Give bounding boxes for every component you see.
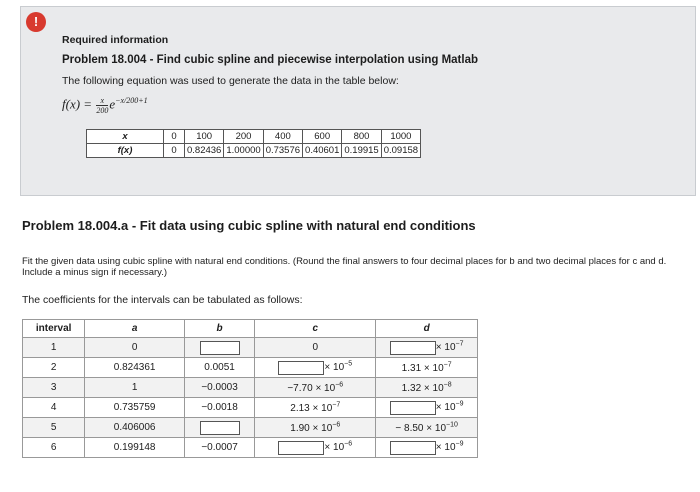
d-cell [376, 438, 478, 458]
fx-value: 0.09158 [381, 144, 420, 158]
c-cell [255, 358, 376, 378]
x-value: 1000 [381, 130, 420, 144]
d-power: × $10^{-9}$ [435, 400, 464, 414]
coef-header-row [23, 320, 478, 338]
d-cell [376, 338, 478, 358]
required-info-label: Required information [62, 34, 169, 46]
fx-row [87, 144, 421, 158]
fx-value: 0.40601 [303, 144, 342, 158]
c-cell [255, 418, 376, 438]
a-cell: 0.406006 [85, 418, 185, 438]
d-power: × $10^{-7}$ [435, 340, 464, 354]
c-value: $-7.70 \times 10^{-6}$ [287, 381, 344, 394]
x-value: 400 [263, 130, 302, 144]
x-label: x [87, 130, 164, 144]
header-d: d [376, 320, 478, 338]
header-a: a [85, 320, 185, 338]
table-row [23, 358, 478, 378]
equation-base: e [109, 96, 116, 112]
fx-value: 0 [164, 144, 185, 158]
b-cell: 0.0051 [184, 358, 254, 378]
part-a-description: Fit the given data using cubic spline with natural end conditions. (Round the final answers to four decimal places for b and two decimal places for c and d. Include a minus sign if necessary.) [22, 256, 667, 278]
fx-value: 0.73576 [263, 144, 302, 158]
interval-cell: 5 [23, 418, 85, 438]
d-power: × $10^{-9}$ [435, 440, 464, 454]
interval-cell: 4 [23, 398, 85, 418]
equation-numerator: x [96, 96, 108, 106]
equation [62, 96, 148, 115]
d-input[interactable] [390, 341, 436, 355]
table-row [23, 438, 478, 458]
x-value: 200 [224, 130, 263, 144]
d-input[interactable] [390, 441, 436, 455]
d-input[interactable] [390, 401, 436, 415]
interval-cell: 6 [23, 438, 85, 458]
x-value: 800 [342, 130, 381, 144]
part-a-title: Problem 18.004.a - Fit data using cubic spline with natural end conditions [22, 218, 476, 233]
c-cell: 0 [255, 338, 376, 358]
c-value: $1.90 \times 10^{-6}$ [290, 421, 341, 434]
a-cell: 0.824361 [85, 358, 185, 378]
d-cell [376, 378, 478, 398]
d-value: − $8.50 \times 10^{-10}$ [395, 421, 458, 434]
d-cell [376, 418, 478, 438]
a-cell: 0 [85, 338, 185, 358]
fx-value: 1.00000 [224, 144, 263, 158]
x-row [87, 130, 421, 144]
problem-description: The following equation was used to generate the data in the table below: [62, 75, 399, 87]
x-value: 600 [303, 130, 342, 144]
header-c: c [255, 320, 376, 338]
data-table [86, 129, 421, 158]
c-cell [255, 438, 376, 458]
fx-value: 0.82436 [185, 144, 224, 158]
coefficients-table [22, 319, 478, 458]
a-cell: 0.199148 [85, 438, 185, 458]
c-power: × $10^{-5}$ [324, 360, 353, 374]
d-cell [376, 398, 478, 418]
table-row [23, 378, 478, 398]
table-row [23, 398, 478, 418]
interval-cell: 1 [23, 338, 85, 358]
x-value: 0 [164, 130, 185, 144]
b-cell [184, 338, 254, 358]
c-cell [255, 398, 376, 418]
coefficients-description: The coefficients for the intervals can be tabulated as follows: [22, 294, 303, 306]
problem-title: Problem 18.004 - Find cubic spline and piecewise interpolation using Matlab [62, 54, 479, 66]
x-value: 100 [185, 130, 224, 144]
b-cell: −0.0007 [184, 438, 254, 458]
b-input[interactable] [200, 421, 240, 435]
a-cell: 1 [85, 378, 185, 398]
equation-denominator: 200 [96, 106, 109, 115]
fx-value: 0.19915 [342, 144, 381, 158]
c-input[interactable] [278, 441, 324, 455]
table-row [23, 418, 478, 438]
header-b: b [184, 320, 254, 338]
table-row [23, 338, 478, 358]
b-input[interactable] [200, 341, 240, 355]
c-power: × $10^{-6}$ [324, 440, 353, 454]
equation-exponent: −x/200+1 [115, 96, 148, 106]
a-cell: 0.735759 [85, 398, 185, 418]
fx-label: f(x) [87, 144, 164, 158]
c-cell [255, 378, 376, 398]
interval-cell: 2 [23, 358, 85, 378]
d-cell [376, 358, 478, 378]
interval-cell: 3 [23, 378, 85, 398]
b-cell: −0.0003 [184, 378, 254, 398]
equation-lhs: f(x) = [62, 96, 93, 112]
alert-icon: ! [26, 12, 46, 32]
header-interval: interval [23, 320, 85, 338]
c-input[interactable] [278, 361, 324, 375]
b-cell [184, 418, 254, 438]
c-value: $2.13 \times 10^{-7}$ [290, 401, 341, 414]
b-cell: −0.0018 [184, 398, 254, 418]
equation-fraction [96, 96, 108, 115]
d-value: $1.31 \times 10^{-7}$ [401, 361, 452, 374]
d-value: $1.32 \times 10^{-8}$ [401, 381, 452, 394]
